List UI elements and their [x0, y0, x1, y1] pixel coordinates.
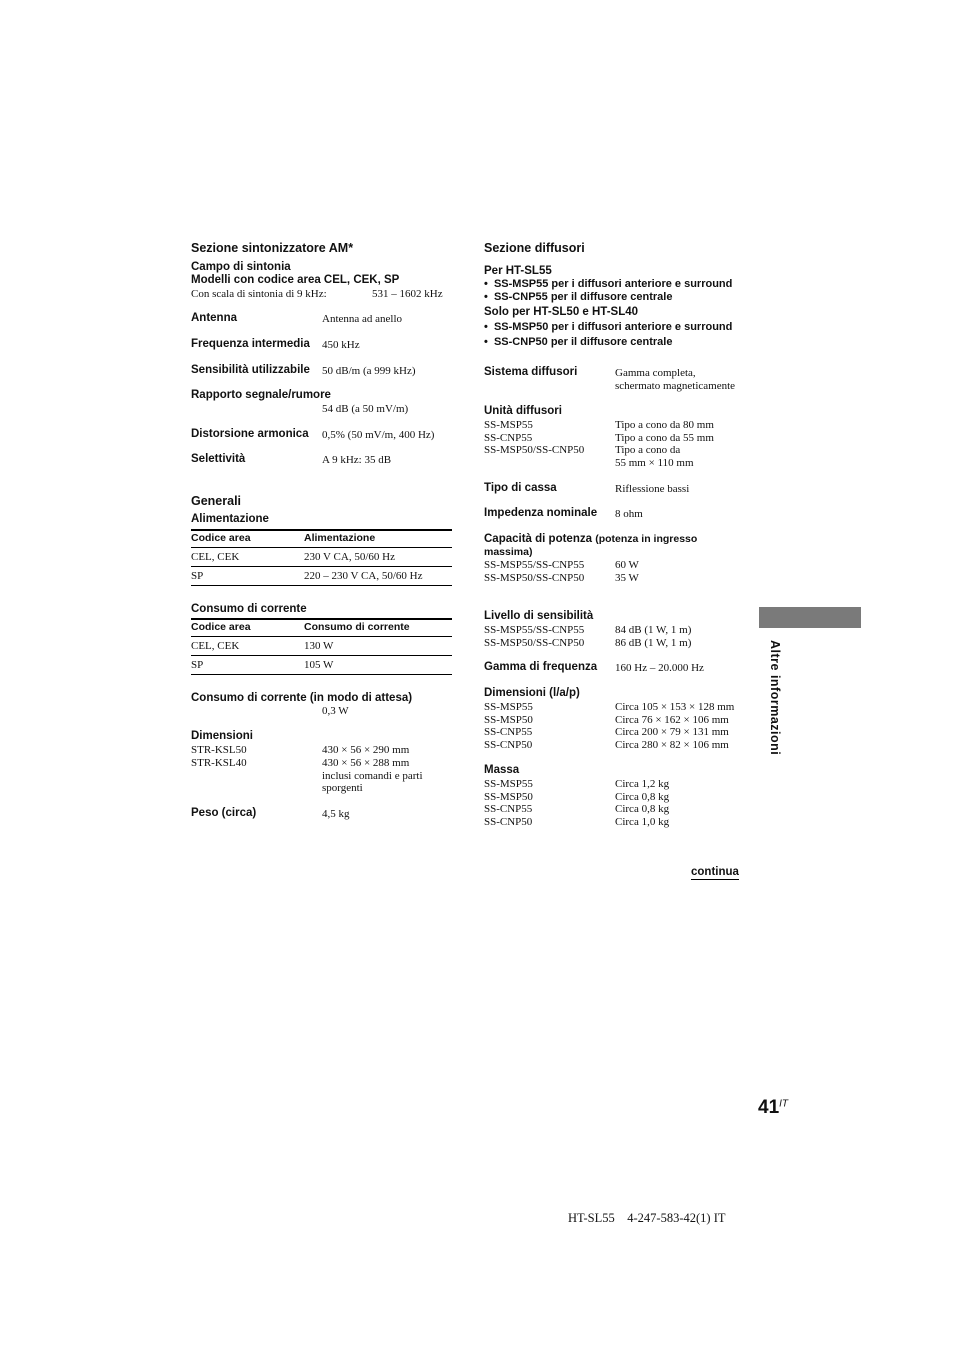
rdim-label: Dimensioni (l/a/p) — [484, 687, 580, 699]
dim-value: 430 × 56 × 288 mm — [322, 757, 410, 769]
bullet-item: • SS-MSP55 per i diffusori anteriore e surround — [484, 278, 733, 290]
freq-int-value: 450 kHz — [322, 339, 360, 351]
liv-value: 86 dB (1 W, 1 m) — [615, 637, 692, 649]
unita-value: Tipo a cono da — [615, 444, 681, 456]
massa-model: SS-CNP55 — [484, 803, 533, 815]
gamma-label: Gamma di frequenza — [484, 661, 598, 673]
table-cell: 105 W — [304, 659, 334, 671]
sens-value: 50 dB/m (a 999 kHz) — [322, 365, 416, 377]
rdim-model: SS-CNP50 — [484, 739, 533, 751]
table-cell: 230 V CA, 50/60 Hz — [304, 551, 395, 563]
sens-label: Sensibilità utilizzabile — [191, 364, 310, 376]
massa-value: Circa 0,8 kg — [615, 791, 670, 803]
diff-section-title: Sezione diffusori — [484, 241, 585, 255]
side-tab-marker — [759, 607, 861, 628]
consumo-title: Consumo di corrente — [191, 603, 307, 615]
rapporto-value: 54 dB (a 50 mV/m) — [322, 403, 409, 415]
table-rule — [191, 529, 452, 531]
table-cell: CEL, CEK — [191, 551, 240, 563]
attesa-value: 0,3 W — [322, 705, 349, 717]
gamma-value: 160 Hz – 20.000 Hz — [615, 662, 704, 674]
footer-code: HT-SL55 4-247-583-42(1) IT — [568, 1211, 726, 1225]
dim-model: STR-KSL50 — [191, 744, 247, 756]
dim-value: 430 × 56 × 290 mm — [322, 744, 410, 756]
table-header-consumo: Consumo di corrente — [304, 621, 410, 633]
cap-value: 35 W — [615, 572, 639, 584]
liv-value: 84 dB (1 W, 1 m) — [615, 624, 692, 636]
dim-model: STR-KSL40 — [191, 757, 247, 769]
page-number: $41^{IT}$ — [758, 1097, 789, 1118]
massa-model: SS-CNP50 — [484, 816, 533, 828]
table-rule — [191, 655, 452, 656]
rapporto-label: Rapporto segnale/rumore — [191, 389, 331, 401]
massa-model: SS-MSP55 — [484, 778, 533, 790]
dim-value: inclusi comandi e parti — [322, 770, 423, 782]
table-header-code: Codice area — [191, 621, 251, 633]
table-rule — [191, 585, 452, 586]
cassa-value: Riflessione bassi — [615, 483, 690, 495]
attesa-label: Consumo di corrente (in modo di attesa) — [191, 692, 413, 704]
table-rule — [191, 618, 452, 620]
liv-label: Livello di sensibilità — [484, 610, 594, 622]
cap-label: Capacità di potenza (potenza in ingresso — [484, 533, 698, 545]
liv-model: SS-MSP50/SS-CNP50 — [484, 637, 585, 649]
peso-value: 4,5 kg — [322, 808, 350, 820]
rdim-model: SS-MSP55 — [484, 701, 533, 713]
sel-value: A 9 kHz: 35 dB — [322, 454, 392, 466]
table-header-alim: Alimentazione — [304, 532, 376, 544]
rdim-model: SS-MSP50 — [484, 714, 533, 726]
am-section-title: Sezione sintonizzatore AM* — [191, 241, 354, 255]
rdim-value: Circa 280 × 82 × 106 mm — [615, 739, 729, 751]
sist-label: Sistema diffusori — [484, 366, 578, 378]
cap-model: SS-MSP55/SS-CNP55 — [484, 559, 585, 571]
generali-title: Generali — [191, 494, 242, 508]
table-cell: SP — [191, 570, 204, 582]
dim-value: sporgenti — [322, 782, 363, 794]
side-tab-label: Altre informazioni — [768, 640, 782, 756]
imp-label: Impedenza nominale — [484, 507, 598, 519]
dim-label: Dimensioni — [191, 730, 253, 742]
unita-label: Unità diffusori — [484, 405, 562, 417]
unita-model: SS-MSP55 — [484, 419, 533, 431]
rdim-model: SS-CNP55 — [484, 726, 533, 738]
dist-label: Distorsione armonica — [191, 428, 309, 440]
liv-model: SS-MSP55/SS-CNP55 — [484, 624, 585, 636]
table-header-code: Codice area — [191, 532, 251, 544]
imp-value: 8 ohm — [615, 508, 643, 520]
sist-value: schermato magneticamente — [615, 380, 736, 392]
freq-int-label: Frequenza intermedia — [191, 338, 310, 350]
rdim-value: Circa 200 × 79 × 131 mm — [615, 726, 729, 738]
table-cell: 220 – 230 V CA, 50/60 Hz — [304, 570, 423, 582]
unita-value: Tipo a cono da 55 mm — [615, 432, 714, 444]
massa-value: Circa 1,2 kg — [615, 778, 670, 790]
rdim-value: Circa 76 × 162 × 106 mm — [615, 714, 729, 726]
bullet-item: • SS-MSP50 per i diffusori anteriore e surround — [484, 321, 733, 333]
cap-sub: massima) — [484, 546, 533, 558]
cap-value: 60 W — [615, 559, 639, 571]
continua-link: continua — [691, 866, 739, 878]
cap-model: SS-MSP50/SS-CNP50 — [484, 572, 585, 584]
scala-label: Con scala di sintonia di 9 kHz: — [191, 288, 327, 300]
rdim-value: Circa 105 × 153 × 128 mm — [615, 701, 735, 713]
sel-label: Selettività — [191, 453, 246, 465]
table-cell: CEL, CEK — [191, 640, 240, 652]
unita-model: SS-MSP50/SS-CNP50 — [484, 444, 585, 456]
campo-label: Campo di sintonia — [191, 261, 291, 273]
table-cell: 130 W — [304, 640, 334, 652]
table-rule — [191, 547, 452, 548]
bullet-item: • SS-CNP55 per il diffusore centrale — [484, 291, 673, 303]
per-label: Per HT-SL55 — [484, 265, 552, 277]
solo-label: Solo per HT-SL50 e HT-SL40 — [484, 306, 639, 318]
unita-model: SS-CNP55 — [484, 432, 533, 444]
bullet-item: • SS-CNP50 per il diffusore centrale — [484, 336, 673, 348]
table-rule — [191, 636, 452, 637]
unita-value: 55 mm × 110 mm — [615, 457, 694, 469]
antenna-value: Antenna ad anello — [322, 313, 403, 325]
table-cell: SP — [191, 659, 204, 671]
scala-value: 531 – 1602 kHz — [372, 288, 443, 300]
cassa-label: Tipo di cassa — [484, 482, 557, 494]
massa-model: SS-MSP50 — [484, 791, 533, 803]
peso-label: Peso (circa) — [191, 807, 257, 819]
unita-value: Tipo a cono da 80 mm — [615, 419, 714, 431]
alim-title: Alimentazione — [191, 513, 269, 525]
table-rule — [191, 566, 452, 567]
dist-value: 0,5% (50 mV/m, 400 Hz) — [322, 429, 435, 441]
sist-value: Gamma completa, — [615, 367, 696, 379]
massa-label: Massa — [484, 764, 520, 776]
massa-value: Circa 0,8 kg — [615, 803, 670, 815]
antenna-label: Antenna — [191, 312, 237, 324]
massa-value: Circa 1,0 kg — [615, 816, 670, 828]
modelli-label: Modelli con codice area CEL, CEK, SP — [191, 274, 400, 286]
table-rule — [191, 674, 452, 675]
